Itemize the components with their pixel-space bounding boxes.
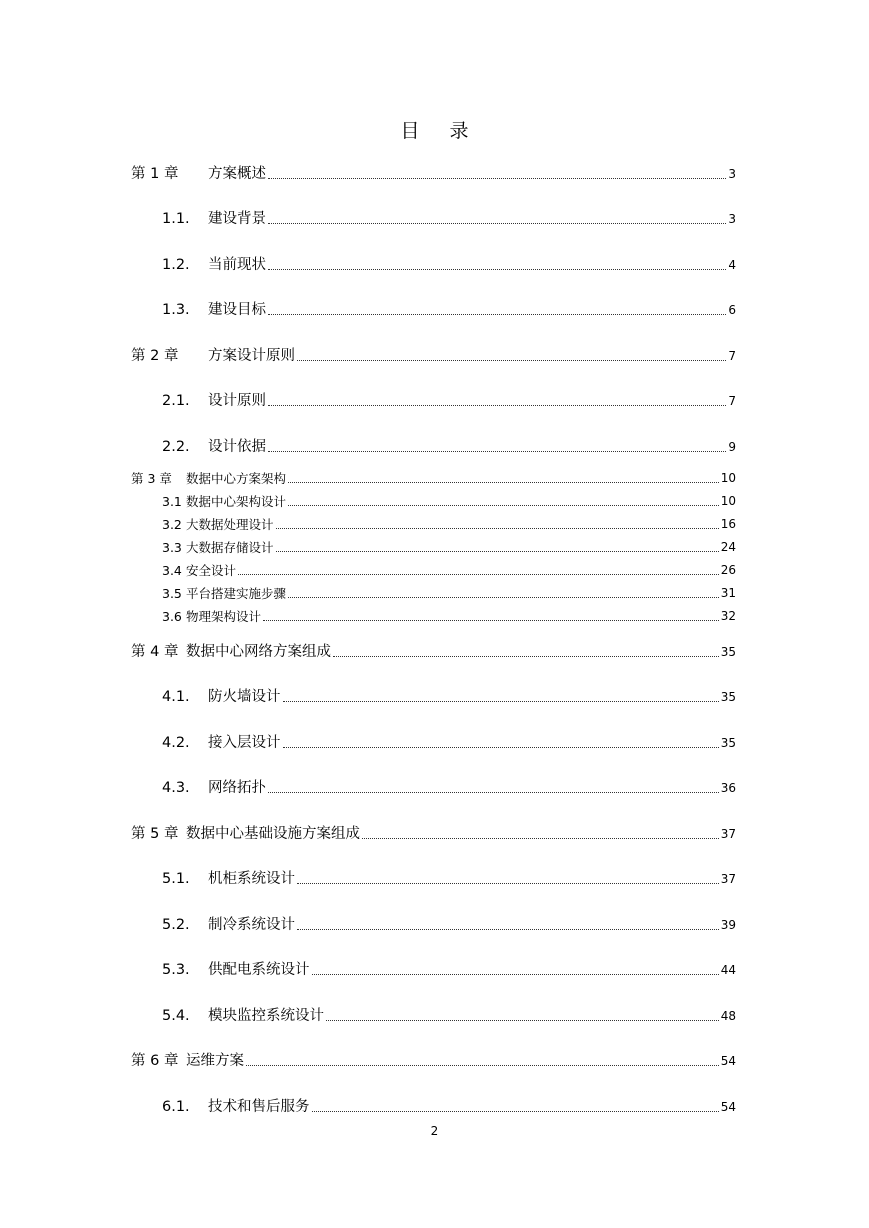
dot-leader	[268, 405, 726, 406]
toc-entry-ch3[interactable]	[131, 471, 736, 486]
toc-entry-page: 10	[720, 494, 736, 508]
dot-leader	[362, 838, 719, 839]
toc-entry-number: 1.1.	[162, 211, 190, 227]
toc-entry-number: 5.1.	[162, 871, 190, 887]
dot-leader	[288, 597, 719, 598]
page-number: 2	[430, 1124, 439, 1138]
toc-entry-number: 1.3.	[162, 302, 190, 318]
dot-leader	[246, 1065, 719, 1066]
toc-entry-3-1[interactable]	[162, 494, 736, 509]
dot-leader	[268, 451, 726, 452]
page-title: 目录	[400, 120, 499, 142]
toc-entry-page: 6	[728, 303, 736, 317]
toc-entry-page: 35	[720, 736, 736, 750]
toc-entry-number: 5.4.	[162, 1008, 190, 1024]
toc-entry-text: 机柜系统设计	[208, 871, 295, 887]
toc-entry-ch5[interactable]	[131, 825, 736, 843]
dot-leader	[288, 482, 719, 483]
toc-entry-ch4[interactable]	[131, 643, 736, 661]
toc-entry-number: 4.1.	[162, 689, 190, 705]
toc-entry-page: 7	[728, 394, 736, 408]
toc-entry-number: 3.5	[162, 586, 182, 601]
toc-entry-text: 模块监控系统设计	[208, 1008, 324, 1024]
toc-entry-ch1[interactable]	[131, 165, 736, 183]
toc-entry-text: 大数据存储设计	[186, 540, 274, 555]
toc-entry-text: 平台搭建实施步骤	[186, 586, 287, 601]
toc-entry-page: 37	[720, 827, 736, 841]
dot-leader	[283, 747, 719, 748]
toc-entry-page: 4	[728, 258, 736, 272]
toc-entry-5-1[interactable]	[162, 870, 736, 888]
toc-entry-number: 1.2.	[162, 257, 190, 273]
dot-leader	[238, 574, 719, 575]
toc-entry-5-2[interactable]	[162, 916, 736, 934]
toc-entry-number: 3.4	[162, 563, 182, 578]
toc-entry-text: 方案概述	[208, 166, 266, 182]
toc-entry-text: 制冷系统设计	[208, 917, 295, 933]
dot-leader	[312, 974, 719, 975]
toc-entry-number: 4.3.	[162, 780, 190, 796]
toc-entry-number: 第 1 章	[131, 166, 179, 182]
toc-entry-5-3[interactable]	[162, 961, 736, 979]
toc-entry-text: 供配电系统设计	[208, 962, 310, 978]
toc-entry-page: 44	[720, 963, 736, 977]
toc-entry-number: 第 4 章	[131, 644, 179, 660]
toc-entry-number: 5.2.	[162, 917, 190, 933]
toc-entry-number: 3.2	[162, 517, 182, 532]
toc-entry-text: 接入层设计	[208, 735, 281, 751]
toc-entry-text: 安全设计	[186, 563, 237, 578]
toc-entry-page: 7	[728, 349, 736, 363]
toc-entry-number: 3.6	[162, 609, 182, 624]
toc-entry-page: 37	[720, 872, 736, 886]
toc-entry-page: 36	[720, 781, 736, 795]
toc-entry-page: 26	[720, 563, 736, 577]
toc-entry-number: 第 5 章	[131, 826, 179, 842]
dot-leader	[268, 269, 726, 270]
dot-leader	[276, 528, 719, 529]
dot-leader	[333, 656, 719, 657]
toc-entry-text: 建设背景	[208, 211, 266, 227]
toc-entry-text: 数据中心基础设施方案组成	[186, 826, 360, 842]
toc-entry-page: 39	[720, 918, 736, 932]
toc-entry-3-4[interactable]	[162, 563, 736, 578]
toc-entry-text: 数据中心网络方案组成	[186, 644, 331, 660]
toc-entry-3-2[interactable]	[162, 517, 736, 532]
toc-entry-text: 技术和售后服务	[208, 1099, 310, 1115]
dot-leader	[288, 505, 719, 506]
toc-entry-text: 大数据处理设计	[186, 517, 274, 532]
toc-entry-text: 方案设计原则	[208, 348, 295, 364]
toc-entry-page: 32	[720, 609, 736, 623]
toc-entry-3-5[interactable]	[162, 586, 736, 601]
dot-leader	[276, 551, 719, 552]
toc-entry-3-6[interactable]	[162, 609, 736, 624]
dot-leader	[297, 929, 719, 930]
toc-entry-page: 9	[728, 440, 736, 454]
toc-entry-number: 第 2 章	[131, 348, 179, 364]
toc-entry-page: 54	[720, 1054, 736, 1068]
toc-entry-page: 35	[720, 690, 736, 704]
toc-entry-page: 24	[720, 540, 736, 554]
toc-entry-5-4[interactable]	[162, 1007, 736, 1025]
toc-entry-number: 6.1.	[162, 1099, 190, 1115]
toc-entry-number: 5.3.	[162, 962, 190, 978]
toc-entry-text: 当前现状	[208, 257, 266, 273]
toc-entry-text: 设计原则	[208, 393, 266, 409]
dot-leader	[297, 360, 726, 361]
toc-entry-number: 3.1	[162, 494, 182, 509]
dot-leader	[297, 883, 719, 884]
toc-entry-text: 防火墙设计	[208, 689, 281, 705]
toc-entry-text: 数据中心方案架构	[186, 471, 287, 486]
dot-leader	[283, 701, 719, 702]
dot-leader	[268, 223, 726, 224]
toc-entry-text: 物理架构设计	[186, 609, 262, 624]
toc-entry-page: 16	[720, 517, 736, 531]
toc-entry-2-1[interactable]	[162, 392, 736, 410]
toc-entry-page: 3	[728, 167, 736, 181]
toc-entry-number: 第 6 章	[131, 1053, 179, 1069]
toc-entry-4-2[interactable]	[162, 734, 736, 752]
toc-entry-page: 54	[720, 1100, 736, 1114]
toc-entry-page: 31	[720, 586, 736, 600]
toc-entry-ch2[interactable]	[131, 347, 736, 365]
toc-entry-number: 4.2.	[162, 735, 190, 751]
dot-leader	[263, 620, 719, 621]
toc-entry-text: 运维方案	[186, 1053, 244, 1069]
dot-leader	[326, 1020, 719, 1021]
toc-entry-number: 2.2.	[162, 439, 190, 455]
dot-leader	[268, 314, 726, 315]
toc-entry-6-1[interactable]	[162, 1098, 736, 1116]
toc-entry-number: 2.1.	[162, 393, 190, 409]
toc-entry-page: 3	[728, 212, 736, 226]
toc-entry-number: 3.3	[162, 540, 182, 555]
dot-leader	[268, 792, 719, 793]
toc-entry-page: 35	[720, 645, 736, 659]
toc-entry-text: 数据中心架构设计	[186, 494, 287, 509]
toc-entry-page: 10	[720, 471, 736, 485]
toc-entry-1-2[interactable]	[162, 256, 736, 274]
toc-entry-1-1[interactable]	[162, 210, 736, 228]
toc-entry-4-1[interactable]	[162, 688, 736, 706]
toc-entry-ch6[interactable]	[131, 1052, 736, 1070]
dot-leader	[268, 178, 726, 179]
toc-entry-2-2[interactable]	[162, 438, 736, 456]
toc-entry-text: 建设目标	[208, 302, 266, 318]
toc-entry-3-3[interactable]	[162, 540, 736, 555]
toc-entry-number: 第 3 章	[131, 471, 172, 486]
dot-leader	[312, 1111, 719, 1112]
toc-entry-page: 48	[720, 1009, 736, 1023]
toc-entry-1-3[interactable]	[162, 301, 736, 319]
toc-entry-text: 网络拓扑	[208, 780, 266, 796]
toc-entry-text: 设计依据	[208, 439, 266, 455]
toc-entry-4-3[interactable]	[162, 779, 736, 797]
